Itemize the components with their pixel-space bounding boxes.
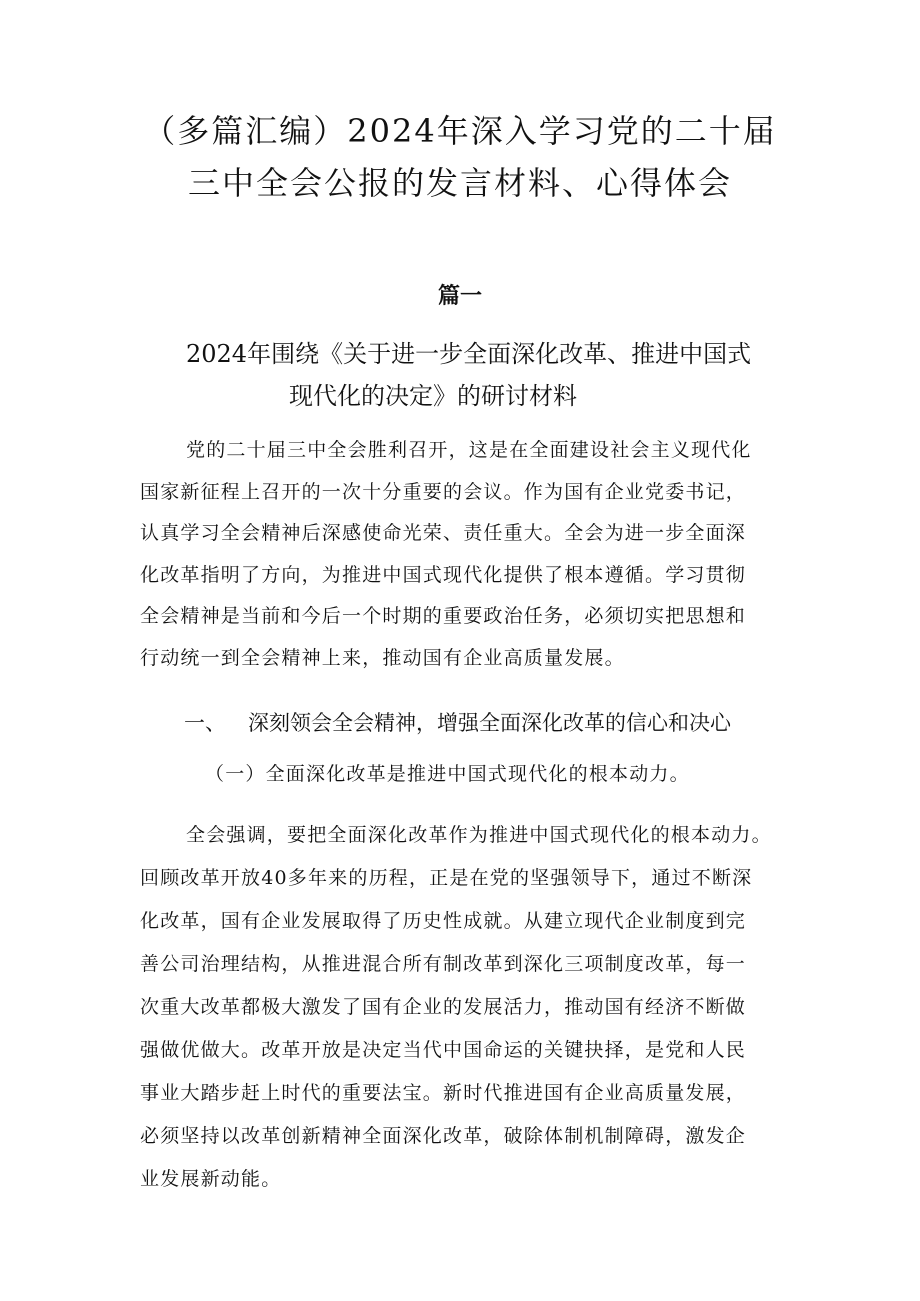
paragraph-line: 行动统一到全会精神上来，推动国有企业高质量发展。 xyxy=(140,646,625,669)
subtitle-line-1: 2024年围绕《关于进一步全面深化改革、推进中国式 xyxy=(186,340,752,368)
body-paragraph xyxy=(140,814,800,1201)
paragraph-line: 业发展新动能。 xyxy=(140,1168,282,1190)
section-number: 一、 xyxy=(184,711,226,735)
section-title: 深刻领会全会精神，增强全面深化改革的信心和决心 xyxy=(248,711,731,735)
subtitle-line-2: 现代化的决定》的研讨材料 xyxy=(289,382,577,410)
subsection-heading-1: （一）全面深化改革是推进中国式现代化的根本动力。 xyxy=(205,763,690,785)
document-title-line-1: （多篇汇编）2024年深入学习党的二十届 xyxy=(143,112,777,150)
paragraph-line: 化改革指明了方向，为推进中国式现代化提供了根本遵循。学习贯彻 xyxy=(140,563,747,586)
intro-paragraph xyxy=(140,430,800,679)
paragraph-line: 善公司治理结构，从推进混合所有制改革到深化三项制度改革，每一 xyxy=(140,953,747,975)
paragraph-line: 国家新征程上召开的一次十分重要的会议。作为国有企业党委书记， xyxy=(140,480,747,503)
paragraph-line: 党的二十届三中全会胜利召开，这是在全面建设社会主义现代化 xyxy=(186,439,752,461)
document-title-line-2: 三中全会公报的发言材料、心得体会 xyxy=(187,164,732,202)
paragraph-line: 全会精神是当前和今后一个时期的重要政治任务，必须切实把思想和 xyxy=(140,605,747,627)
paragraph-line: 化改革，国有企业发展取得了历史性成就。从建立现代企业制度到完 xyxy=(140,910,747,932)
part-label: 篇一 xyxy=(437,284,482,309)
paragraph-line: 事业大踏步赶上时代的重要法宝。新时代推进国有企业高质量发展， xyxy=(140,1082,747,1104)
paragraph-line: 全会强调，要把全面深化改革作为推进中国式现代化的根本动力。 xyxy=(186,824,772,846)
section-heading-1 xyxy=(184,705,731,741)
paragraph-line: 认真学习全会精神后深感使命光荣、责任重大。全会为进一步全面深 xyxy=(140,522,747,544)
paragraph-line: 强做优做大。改革开放是决定当代中国命运的关键抉择，是党和人民 xyxy=(140,1039,747,1061)
paragraph-line: 必须坚持以改革创新精神全面深化改革，破除体制机制障碍，激发企 xyxy=(140,1125,747,1147)
paragraph-line: 回顾改革开放40多年来的历程，正是在党的坚强领导下，通过不断深 xyxy=(140,867,753,889)
paragraph-line: 次重大改革都极大激发了国有企业的发展活力，推动国有经济不断做 xyxy=(140,996,747,1018)
